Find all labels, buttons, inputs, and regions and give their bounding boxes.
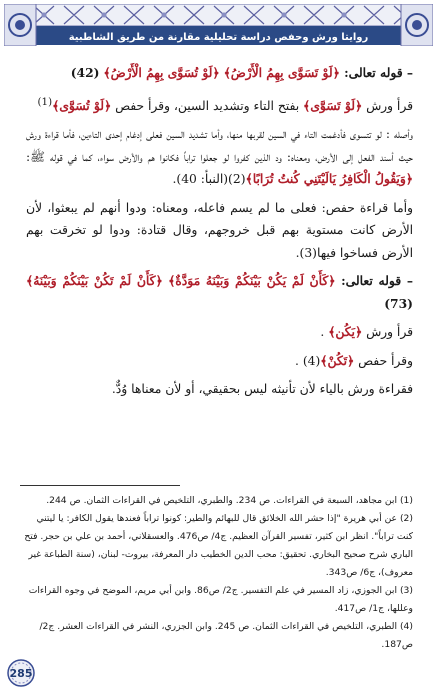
text-run: .: [320, 325, 329, 340]
verse-number: (73): [384, 295, 413, 311]
quran-quote: ﴿كَأَنْ لَمْ تَكُنْ بَيْنَكُمْ وَبَيْنَهُ﴾: [26, 273, 163, 289]
verse-heading-73: [26, 270, 413, 315]
paragraph: [26, 91, 413, 118]
text-run: وأصله : لو تتسوى فأدغمت التاء في السين لقربها منها، وأما تشديد السين فعلى إدغام إحدى التاءين، فأما قراءة ورش حيث أسند الفعل إلى الأرض، ومعناه: ود الذين كفروا لو جعلوا تراباً فكانوا هم والأرض سواء، كما في قوله ﷺ:: [26, 127, 413, 164]
running-header-title: روايتا ورش وحفص دراسة تحليلية مقارنة من طريق الشاطبية: [68, 31, 369, 43]
footnote-ref: (1): [37, 95, 53, 108]
footnote: (4) الطبري، التلخيص في القراءات الثمان. ص 245. وابن الجزري، النشر في القراءات العشر. ج2/ ص187.: [39, 621, 413, 650]
footnotes: [22, 492, 413, 654]
page-number: 285: [9, 666, 33, 680]
text-run: (4) .: [295, 353, 321, 368]
paragraph: [26, 123, 413, 191]
verse-number: (42): [70, 65, 100, 80]
quran-quote: ﴿كَأَنْ لَمْ يَكُنْ بَيْنَكُمْ وَبَيْنَهُ مَوَدَّةٌ﴾: [168, 273, 336, 289]
footnote-separator: [20, 485, 180, 486]
quran-quote: ﴿تَكُنْ﴾: [320, 352, 355, 368]
verse-lead: – قوله تعالى:: [339, 65, 413, 80]
paragraph: [26, 321, 413, 344]
text-run: وقرأ حفص: [354, 353, 413, 368]
text-run: قرأ ورش: [362, 98, 413, 113]
verse-heading-42: [26, 62, 413, 85]
footnote: (1) ابن مجاهد، السبعة في القراءات. ص 234. والطبري، التلخيص في القراءات الثمان. ص 244.: [46, 495, 413, 506]
paragraph: فقراءة ورش بالياء لأن تأنيثه ليس بحقيقي، أو لأن معناها وُدٌّ.: [111, 382, 413, 397]
ornamental-header: [4, 4, 433, 46]
footnote: (3) ابن الجوزي، زاد المسير في علم التفسير. ج2/ ص86. وابن أبي مريم، الموضح في وجوه القراءات وعللها، ج1/ ص417.: [28, 585, 413, 614]
quran-quote: ﴿يَكُن﴾: [328, 324, 363, 340]
footnote: (2) عن أبي هريرة "إذا حشر الله الخلائق قال للبهائم والطير: كونوا تراباً فعندها يقول الكافر: يا ليتني كنت تراباً". انظر ابن كثير، تفسير القرآن العظيم. ج4/ ص476. والعسقلاني، أحمد بن علي بن حجر. فتح الباري شرح صحيح البخاري. تحقيق: محب الدين الخطيب دار المعرفة، بيروت- لبنان، (سنة الطباعة غير معروف)، ج6/ ص343.: [24, 513, 413, 578]
quran-quote: ﴿لَوْ تَسَوَّى﴾: [303, 97, 363, 113]
paragraph: [26, 350, 413, 373]
quran-quote: ﴿لَوْ تُسَوَّى بِهِمُ الْأَرْضُ﴾: [103, 65, 220, 80]
quran-quote: ﴿لَوْ تَسَوَّى بِهِمُ الْأَرْضُ﴾: [223, 65, 340, 80]
quran-quote: ﴿لَوْ تُسَوَّى﴾: [52, 97, 112, 113]
text-run: بفتح التاء وتشديد السين، وقرأ حفص: [111, 98, 304, 113]
text-run: (2)(النبأ: 40).: [172, 172, 246, 187]
quran-quote: ﴿وَيَقُولُ الْكَافِرُ يَالَيْتَنِي كُنتُ تُرَابًا﴾: [245, 171, 413, 187]
paragraph: وأما قراءة حفص: فعلى ما لم يسم فاعله، ومعناه: ودوا أنهم لم يبعثوا، لأن الأرض كانت مستوية بهم قبل خروجهم، وقال قتادة: ودوا لو تخرقت بهم الأرض فساخوا فيها(3).: [26, 200, 413, 260]
text-run: قرأ ورش: [362, 325, 413, 340]
verse-lead: – قوله تعالى:: [335, 273, 413, 289]
main-text: [26, 62, 413, 407]
